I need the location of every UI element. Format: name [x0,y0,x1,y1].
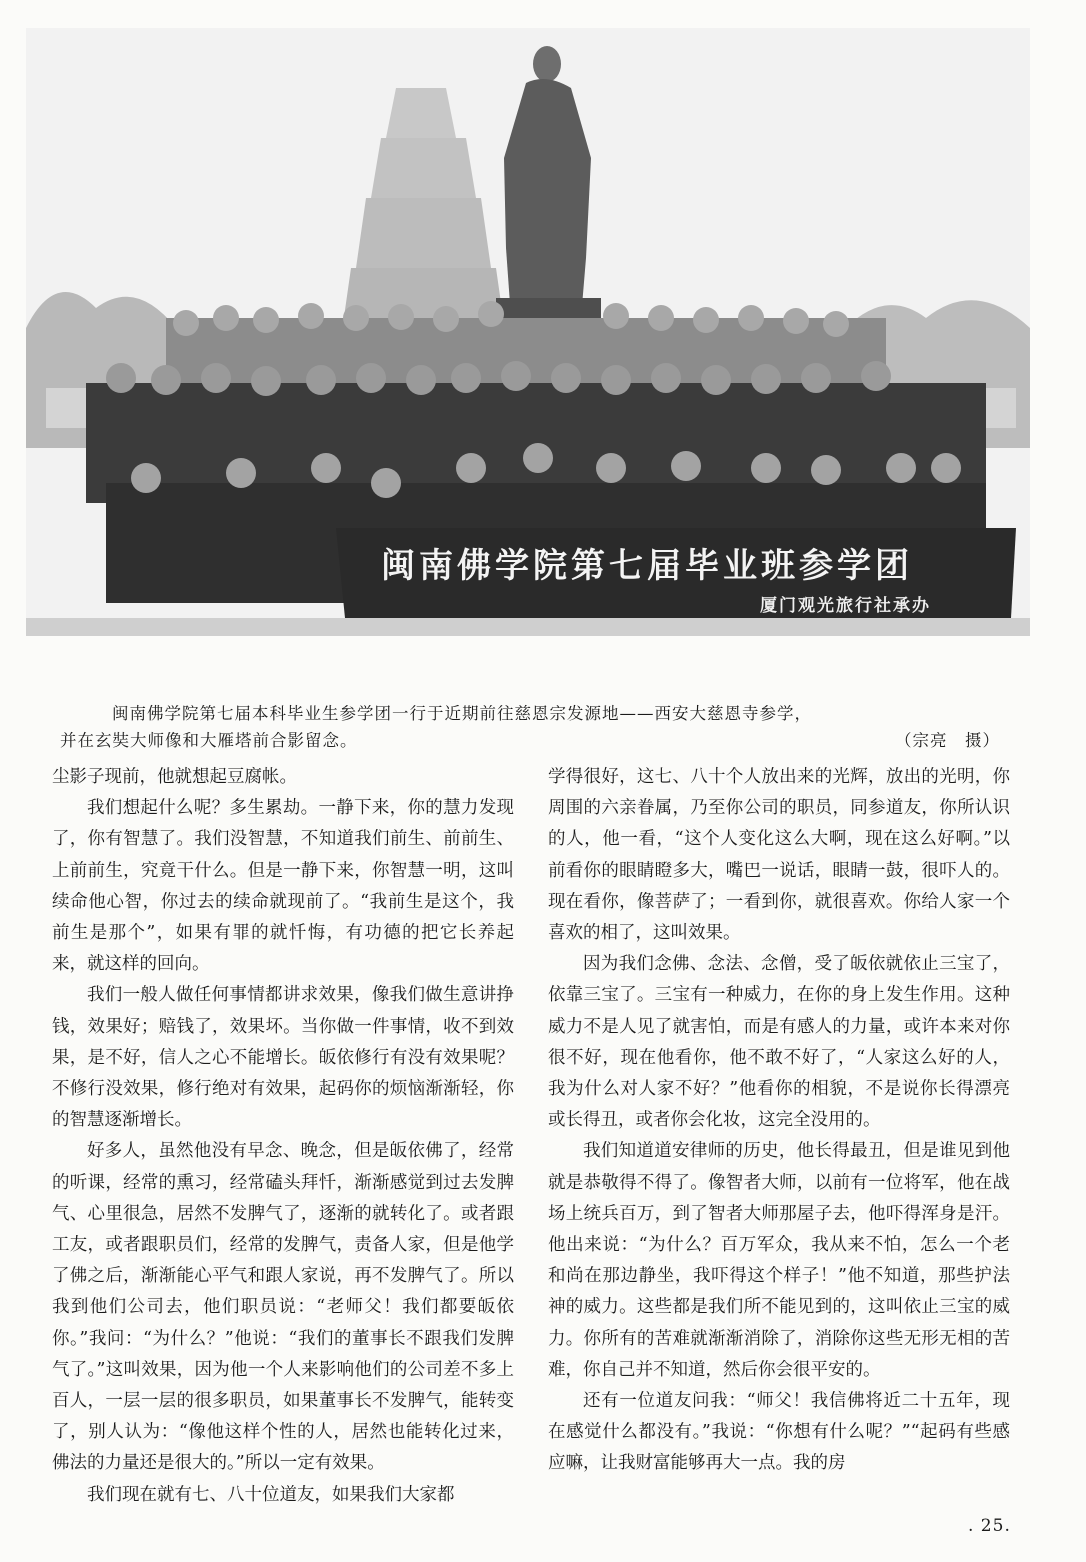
paragraph: 学得很好，这七、八十个人放出来的光辉，放出的光明，你周围的六亲眷属，乃至你公司的职员，同参道友，你所认识的人，他一看，“这个人变化这么大啊，现在这么好啊。”以前看你的眼睛瞪多大，嘴巴一说话，眼睛一鼓，很吓人的。现在看你，像菩萨了；一看到你，就很喜欢。你给人家一个喜欢的相了，这叫效果。 [548,767,1010,944]
right-column [548,762,1010,1480]
paragraph: 我们知道道安律师的历史，他长得最丑，但是谁见到他就是恭敬得不得了。像智者大师，以前有一位将军，他在战场上统兵百万，到了智者大师那屋子去，他吓得浑身是汗。他出来说：“为什么？百万军众，我从来不怕，怎么一个老和尚在那边静坐，我吓得这个样子！”他不知道，那些护法神的威力。这些都是我们所不能见到的，这叫依止三宝的威力。你所有的苦难就渐渐消除了，消除你这些无形无相的苦难，你自己并不知道，然后你会很平安的。 [548,1141,1010,1380]
paragraph: 我们一般人做任何事情都讲求效果，像我们做生意讲挣钱，效果好；赔钱了，效果坏。当你做一件事情，收不到效果，是不好，信人之心不能增长。皈依修行有没有效果呢？不修行没效果，修行绝对有效果，起码你的烦恼渐渐轻，你的智慧逐渐增长。 [52,985,514,1131]
paragraph: 好多人，虽然他没有早念、晚念，但是皈依佛了，经常的听课，经常的熏习，经常磕头拜忏，渐渐感觉到过去发脾气、心里很急，居然不发脾气了，逐渐的就转化了。或者跟工友，或者跟职员们，经常的发脾气，责备人家，但是他学了佛之后，渐渐能心平气和跟人家说，再不发脾气了。所以我到他们公司去，他们职员说：“老师父！我们都要皈依你。”我问：“为什么？”他说：“我们的董事长不跟我们发脾气了。”这叫效果，因为他一个人来影响他们的公司差不多上百人，一层一层的很多职员，如果董事长不发脾气，能转变了，别人认为：“像他这样个性的人，居然也能转化过来，佛法的力量还是很大的。”所以一定有效果。 [52,1141,514,1474]
paragraph: 还有一位道友问我：“师父！我信佛将近二十五年，现在感觉什么都没有。”我说：“你想有什么呢？”“起码有些感应嘛，让我财富能够再大一点。我的房 [548,1391,1010,1474]
caption-line-2: 并在玄奘大师像和大雁塔前合影留念。 [60,731,358,750]
photo-credit: （宗亮 摄） [895,731,1000,750]
caption-line-1: 闽南佛学院第七届本科毕业生参学团一行于近期前往慈恩宗发源地——西安大慈恩寺参学， [112,704,812,723]
paragraph: 我们现在就有七、八十位道友，如果我们大家都 [87,1484,455,1505]
paragraph: 我们想起什么呢？多生累劫。一静下来，你的慧力发现了，你有智慧了。我们没智慧，不知道我们前生、前前生、上前前生，究竟干什么。但是一静下来，你智慧一明，这叫续命他心智，你过去的续命就现前了。“我前生是这个，我前生是那个”，如果有罪的就忏悔，有功德的把它长养起来，就这样的回向。 [52,798,514,975]
left-column [52,762,514,1511]
page-number: . 25. [968,1516,1011,1536]
group-photo [26,28,1030,636]
paragraph: 尘影子现前，他就想起豆腐帐。 [52,767,297,787]
banner [381,538,1001,616]
banner-title: 闽南佛学院第七届毕业班参学团 [381,546,913,586]
paragraph: 因为我们念佛、念法、念僧，受了皈依就依止三宝了，依靠三宝了。三宝有一种威力，在你的身上发生作用。这种威力不是人见了就害怕，而是有感人的力量，或许本来对你很不好，现在他看你，他不敢不好了，“人家这么好的人，我为什么对人家不好？”他看你的相貌，不是说你长得漂亮或长得丑，或者你会化妆，这完全没用的。 [548,954,1010,1131]
photo-caption [60,700,1020,754]
banner-subtitle: 厦门观光旅行社承办 [760,596,931,616]
